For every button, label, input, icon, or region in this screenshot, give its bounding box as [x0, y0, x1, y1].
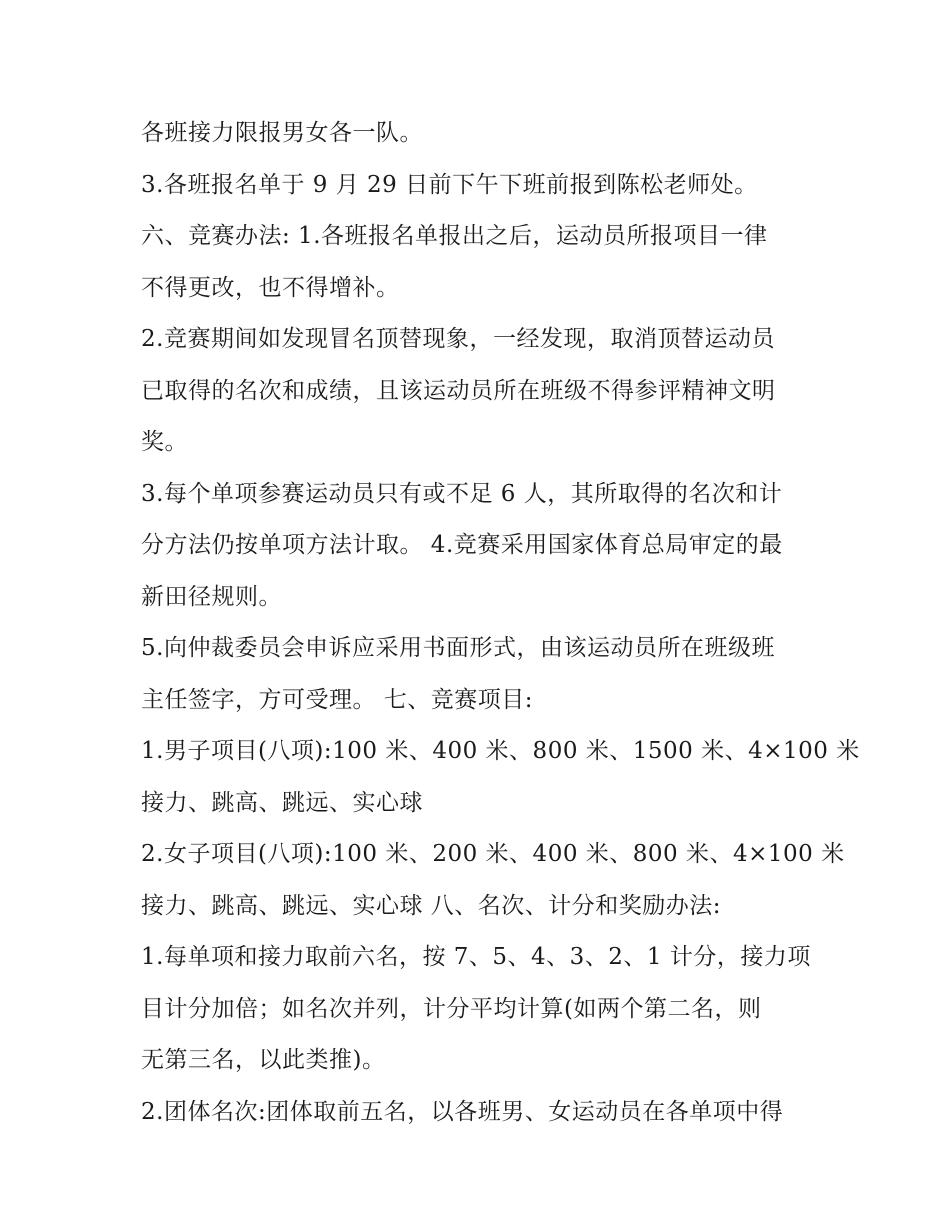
text-line: 3.每个单项参赛运动员只有或不足 6 人，其所取得的名次和计 [141, 480, 783, 507]
text-line: 接力、跳高、跳远、实心球 八、名次、计分和奖励办法: [141, 892, 722, 919]
text-line: 2.团体名次:团体取前五名，以各班男、女运动员在各单项中得 [141, 1098, 784, 1125]
text-line: 分方法仍按单项方法计取。 4.竞赛采用国家体育总局审定的最 [141, 532, 783, 558]
text-line: 新田径规则。 [141, 583, 282, 610]
text-line: 已取得的名次和成绩，且该运动员所在班级不得参评精神文明 [141, 377, 776, 404]
text-line: 3.各班报名单于 9 月 29 日前下午下班前报到陈松老师处。 [141, 171, 758, 198]
text-line: 不得更改，也不得增补。 [141, 274, 400, 301]
text-line: 目计分加倍；如名次并列，计分平均计算(如两个第二名，则 [141, 995, 762, 1022]
text-line: 接力、跳高、跳远、实心球 [141, 789, 423, 816]
text-line: 各班接力限报男女各一队。 [141, 120, 423, 146]
document-body [141, 108, 860, 1138]
text-line: 5.向仲裁委员会申诉应采用书面形式，由该运动员所在班级班 [141, 635, 775, 661]
text-line: 2.竞赛期间如发现冒名顶替现象，一经发现，取消顶替运动员 [141, 326, 775, 352]
text-line: 2.女子项目(八项):100 米、200 米、400 米、800 米、4×100 米 [141, 841, 845, 867]
text-line: 主任签字，方可受理。 七、竞赛项目: [141, 686, 534, 713]
text-line: 奖。 [141, 429, 188, 455]
text-line: 1.男子项目(八项):100 米、400 米、800 米、1500 米、4×100 米 [141, 738, 860, 764]
text-line: 无第三名，以此类推)。 [141, 1047, 386, 1073]
text-line: 1.每单项和接力取前六名，按 7、5、4、3、2、1 计分，接力项 [141, 944, 811, 970]
text-line: 六、竞赛办法: 1.各班报名单报出之后，运动员所报项目一律 [141, 223, 768, 249]
